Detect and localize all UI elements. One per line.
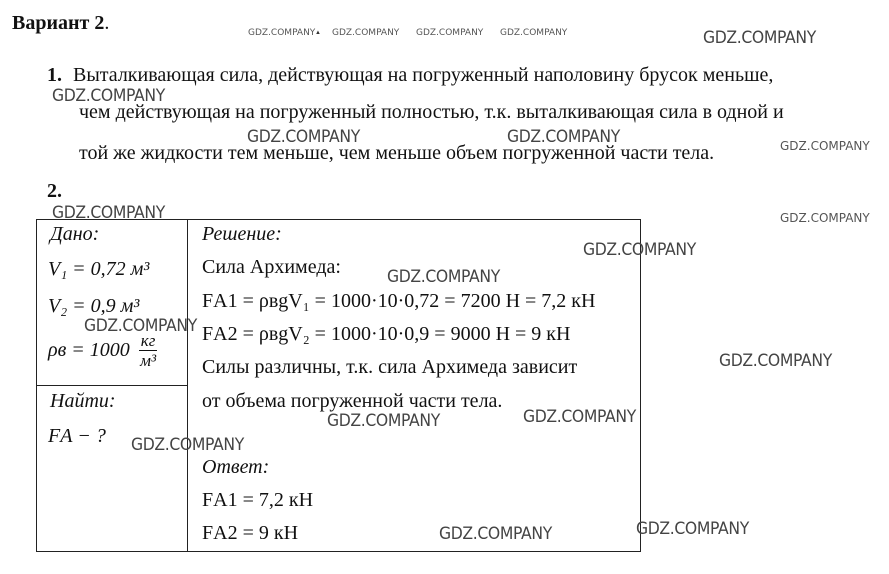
- watermark: GDZ.COMPANY: [780, 211, 870, 225]
- task1-line3: той же жидкости тем меньше, чем меньше объем погруженной части тела.: [79, 142, 715, 164]
- page-title: Вариант 2.: [12, 12, 110, 34]
- watermark: GDZ.COMPANY: [507, 127, 620, 147]
- watermark: GDZ.COMPANY: [248, 28, 316, 38]
- solution-line4: Силы различны, т.к. сила Архимеда зависит: [202, 356, 578, 378]
- watermark: GDZ.COMPANY: [52, 203, 165, 223]
- given-rho: ρв = 1000 $\frac{кг}{\text{м³}}$: [48, 331, 157, 370]
- answer-line1: FА1 = 7,2 кН: [202, 489, 314, 511]
- given-v2: V₂ = 0,9 м³: [48, 295, 140, 317]
- watermark: GDZ.COMPANY: [84, 316, 197, 336]
- watermark: GDZ.COMPANY: [416, 28, 484, 38]
- answer-label: Ответ:: [202, 456, 270, 478]
- watermark: GDZ.COMPANY: [332, 28, 400, 38]
- solution-label: Решение:: [202, 223, 282, 245]
- task1-line2: чем действующая на погруженный полностью, т.к. выталкивающая сила в одной и: [79, 101, 784, 123]
- task2-number: 2.: [47, 180, 62, 202]
- find-label: Найти:: [50, 390, 116, 412]
- watermark: GDZ.COMPANY: [327, 411, 440, 431]
- solution-line3: FА2 = ρвgV₂ = 1000·10·0,9 = 9000 Н = 9 кН: [202, 323, 571, 345]
- watermark: GDZ.COMPANY: [523, 407, 636, 427]
- watermark: GDZ.COMPANY: [247, 127, 360, 147]
- watermark: GDZ.COMPANY: [500, 28, 568, 38]
- solution-line5: от объема погруженной части тела.: [202, 390, 503, 412]
- watermark: GDZ.COMPANY: [52, 86, 165, 106]
- given-v1: V₁ = 0,72 м³: [48, 258, 150, 280]
- watermark: GDZ.COMPANY: [780, 139, 870, 153]
- triangle-icon: ▲: [315, 30, 321, 36]
- watermark: GDZ.COMPANY: [636, 519, 749, 539]
- watermark: GDZ.COMPANY: [131, 435, 244, 455]
- task1-number: 1.: [47, 64, 62, 86]
- solution-line1: Сила Архимеда:: [202, 256, 341, 278]
- table-divider-horizontal: [36, 385, 188, 386]
- solution-line2: FА1 = ρвgV₁ = 1000·10·0,72 = 7200 Н = 7,2 кН: [202, 290, 596, 312]
- density-unit-fraction: $\frac{кг}{\text{м³}}$: [140, 331, 157, 370]
- watermark: GDZ.COMPANY: [703, 28, 816, 48]
- task1-line1: 1. Выталкивающая сила, действующая на погруженный наполовину брусок меньше,: [47, 64, 774, 86]
- watermark: GDZ.COMPANY: [387, 267, 500, 287]
- given-label: Дано:: [50, 223, 100, 245]
- watermark: GDZ.COMPANY: [439, 524, 552, 544]
- answer-line2: FА2 = 9 кН: [202, 522, 299, 544]
- find-expr: FА − ?: [48, 425, 106, 447]
- watermark: GDZ.COMPANY: [583, 240, 696, 260]
- watermark: GDZ.COMPANY: [719, 351, 832, 371]
